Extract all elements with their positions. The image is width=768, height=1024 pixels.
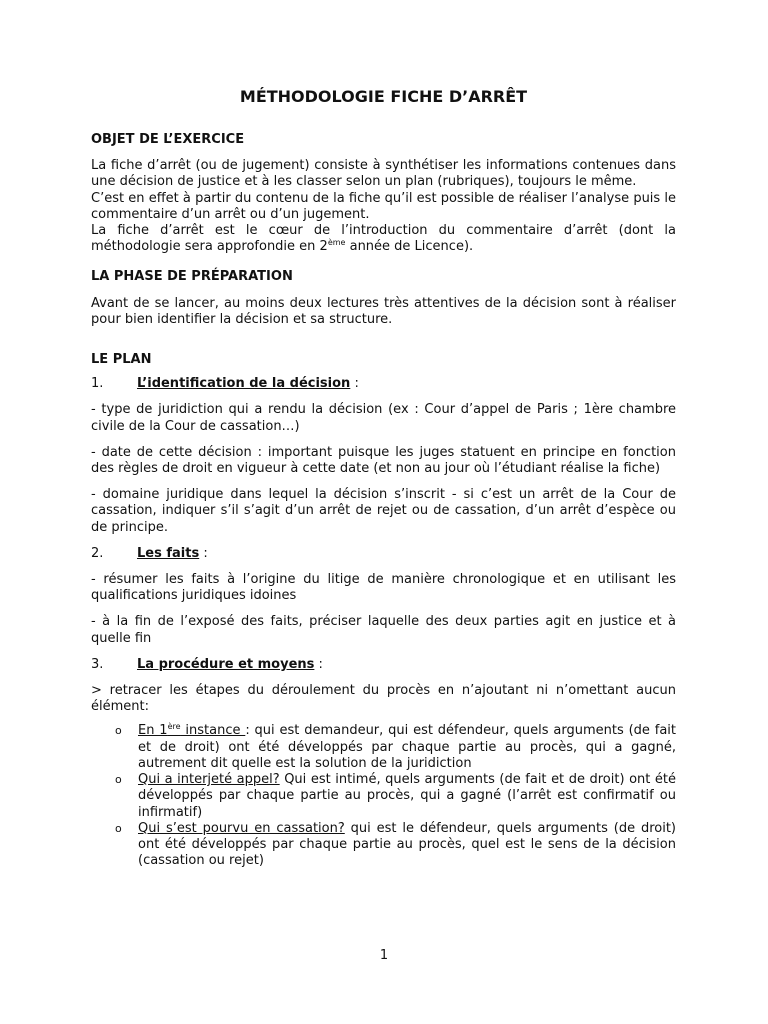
section-heading-preparation: LA PHASE DE PRÉPARATION <box>91 269 293 285</box>
list-item: - date de cette décision : important puisque les juges statuent en principe en fonction des règles de droit en vigueur à cette date (et non au jour où l’étudiant réalise la fiche) <box>91 444 676 477</box>
paragraph-objet-3 <box>91 223 676 255</box>
bullet-label-1-a: En 1 <box>138 723 168 739</box>
list-item: - domaine juridique dans lequel la décision s’inscrit - si c’est un arrêt de la Cour de cassation, indiquer s’il s’agit d’un arrêt de rejet ou de cassation, d’un arrêt d’espèce ou de principe. <box>91 487 676 535</box>
procedure-intro: > retracer les étapes du déroulement du procès en n’ajoutant ni n’omettant aucun élément: <box>91 683 676 715</box>
plan-colon-3: : <box>314 656 323 672</box>
bullet-text-1: : qui est demandeur, qui est défendeur, quels arguments (de fait et de droit) ont été développés par chaque partie au procès, qui a gagné, autrement dit quelle est la solution de la juridiction <box>138 723 676 771</box>
list-item <box>91 772 676 821</box>
superscript-eme: ème <box>327 238 346 248</box>
paragraph-preparation: Avant de se lancer, au moins deux lectures très attentives de la décision sont à réaliser pour bien identifier la décision et sa structure. <box>91 295 676 327</box>
plan-title-2: Les faits <box>137 545 200 561</box>
circle-bullet-icon: o <box>115 724 122 738</box>
section-heading-objet: OBJET DE L’EXERCICE <box>91 132 245 147</box>
plan-number-2: 2. <box>91 545 104 561</box>
list-item: - type de juridiction qui a rendu la décision (ex : Cour d’appel de Paris ; 1ère chambre civile de la Cour de cassation…) <box>91 402 676 434</box>
section-heading-plan: LE PLAN <box>91 352 152 368</box>
list-item <box>91 821 676 870</box>
plan-subheading-3 <box>91 657 676 673</box>
plan-number-1: 1. <box>91 376 104 392</box>
circle-bullet-icon: o <box>115 773 122 787</box>
plan-title-3: La procédure et moyens <box>137 656 315 672</box>
bullet-text-3: qui est le défendeur, quels arguments (de droit) ont été développés par chaque partie au procès, quel est le sens de la décision (cassation ou rejet) <box>138 820 676 869</box>
procedure-list <box>91 723 676 869</box>
paragraph-objet-1: La fiche d’arrêt (ou de jugement) consiste à synthétiser les informations contenues dans une décision de justice et à les classer selon un plan (rubriques), toujours le même. <box>91 158 676 190</box>
bullet-label-1 <box>138 723 245 738</box>
plan-number-3: 3. <box>91 656 104 672</box>
bullet-label-2: Qui a interjeté appel? <box>138 772 280 788</box>
circle-bullet-icon: o <box>115 821 122 835</box>
paragraph-objet-3-text-a: La fiche d’arrêt est le cœur de l’introduction du commentaire d’arrêt (dont la méthodologie sera approfondie en 2 <box>91 223 676 255</box>
plan-colon-2: : <box>199 545 208 561</box>
paragraph-objet-2: C’est en effet à partir du contenu de la fiche qu’il est possible de réaliser l’analyse puis le commentaire d’un arrêt ou d’un jugement. <box>91 190 676 222</box>
bullet-label-3: Qui s’est pourvu en cassation? <box>138 820 345 836</box>
plan-colon-1: : <box>350 376 359 392</box>
document-title: MÉTHODOLOGIE FICHE D’ARRÊT <box>239 87 528 106</box>
bullet-text-2: Qui est intimé, quels arguments (de fait et de droit) ont été développés par chaque partie au procès, qui a gagné (l’arrêt est confirmatif ou infirmatif) <box>138 772 676 820</box>
list-item: - à la fin de l’exposé des faits, préciser laquelle des deux parties agit en justice et à quelle fin <box>91 614 676 646</box>
plan-subheading-1 <box>91 376 676 392</box>
list-item: - résumer les faits à l’origine du litige de manière chronologique et en utilisant les qualifications juridiques idoines <box>91 572 676 604</box>
paragraph-objet-3-text-b: année de Licence). <box>345 239 474 255</box>
list-item <box>91 723 676 772</box>
document-body <box>91 86 676 869</box>
superscript-ere: ère <box>167 722 181 732</box>
bullet-label-1-b: instance <box>180 723 246 739</box>
plan-subheading-2 <box>91 546 676 562</box>
plan-title-1: L’identification de la décision <box>137 376 351 392</box>
page-number: 1 <box>379 948 389 963</box>
